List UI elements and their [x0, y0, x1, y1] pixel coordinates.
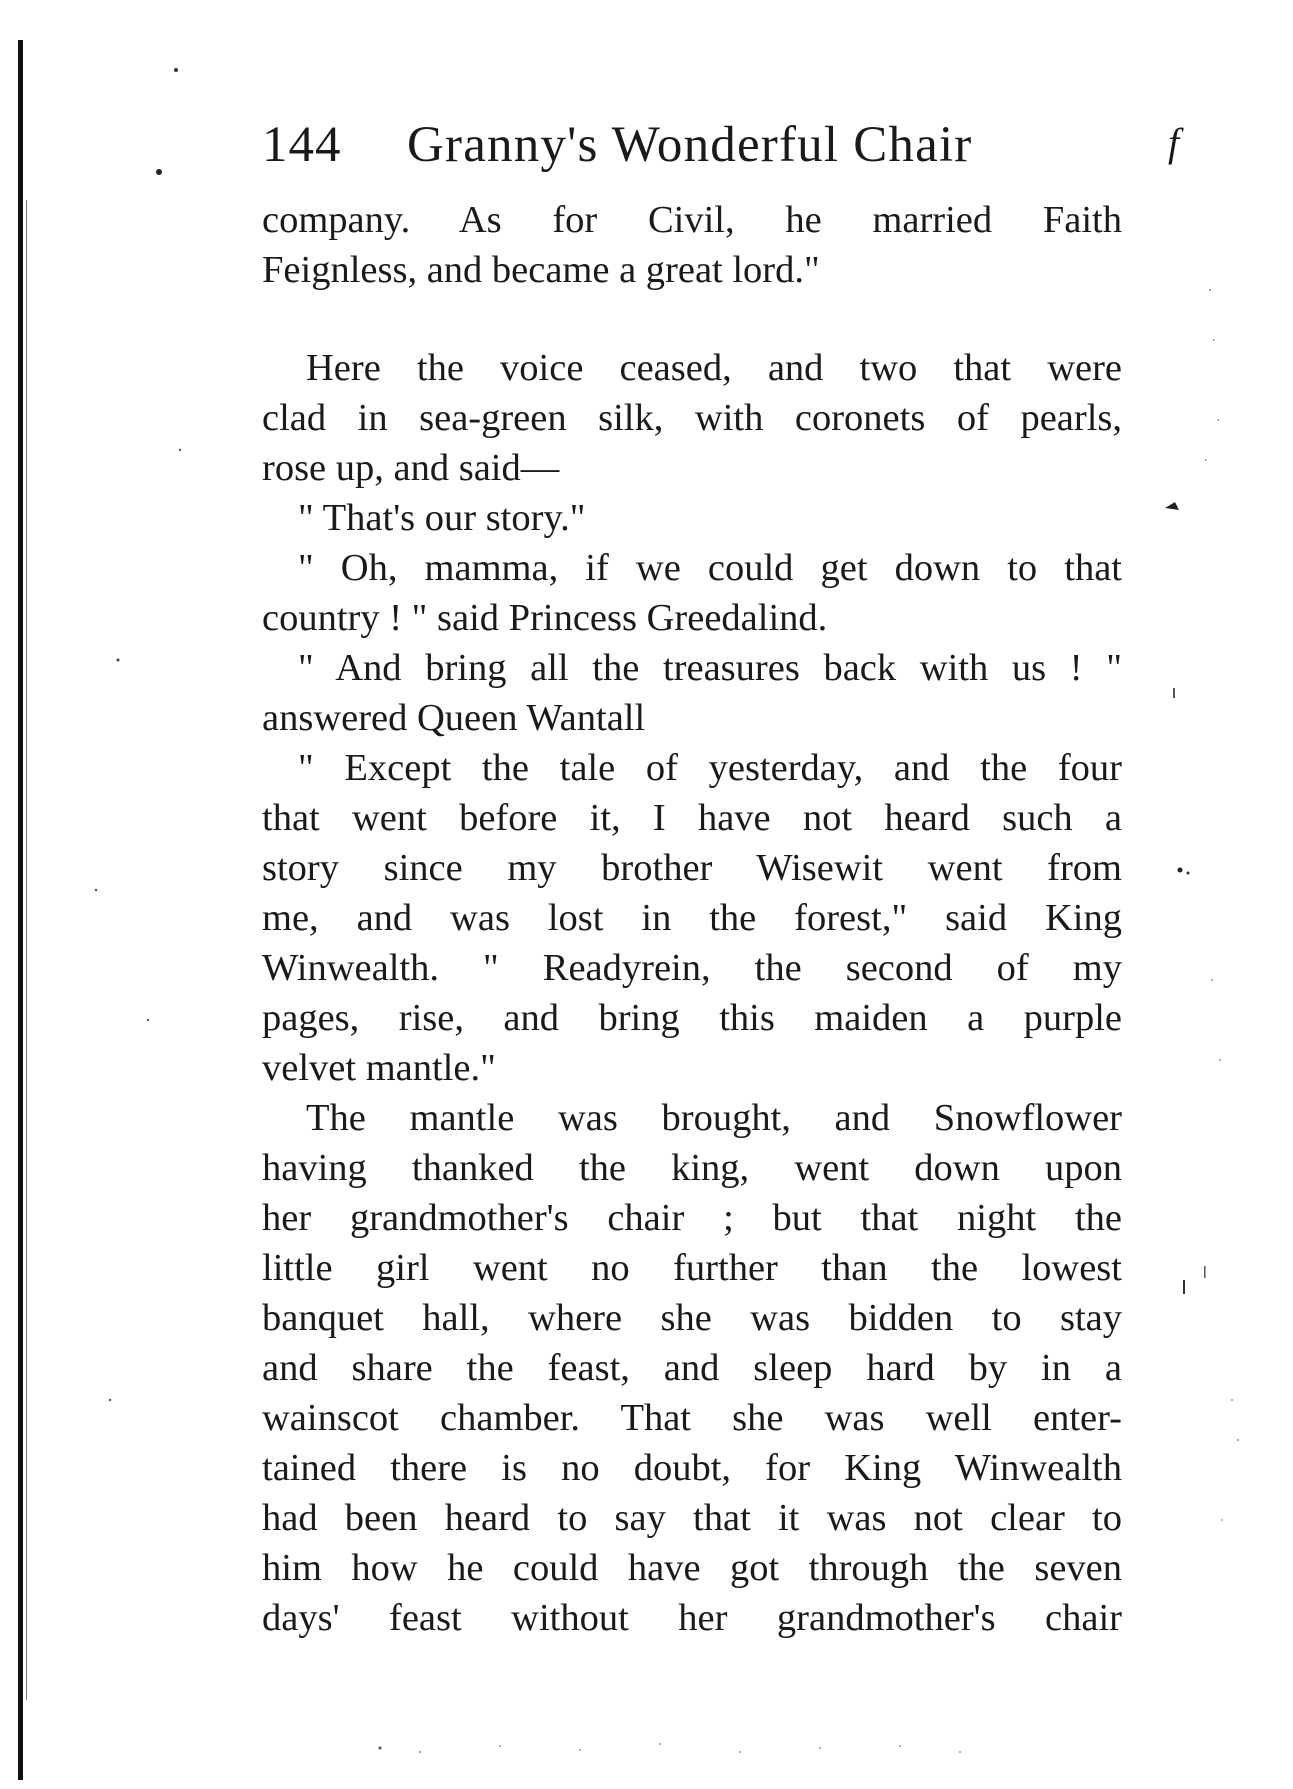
text-line: Winwealth. " Readyrein, the second of my — [262, 947, 1122, 989]
page-header — [262, 110, 1102, 180]
text-line: had been heard to say that it was not clear to — [262, 1497, 1122, 1539]
text-line: tained there is no doubt, for King Winwealth — [262, 1447, 1122, 1489]
text-line: " And bring all the treasures back with us ! " — [298, 647, 1122, 689]
running-title: Granny's Wonderful Chair — [407, 117, 973, 173]
body-text — [262, 195, 1122, 1643]
margin-mark: f — [1168, 120, 1180, 165]
binding-gutter-edge — [26, 200, 27, 1700]
text-line: " That's our story." — [298, 497, 586, 539]
text-line: pages, rise, and bring this maiden a purple — [262, 997, 1122, 1039]
text-line: company. As for Civil, he married Faith — [262, 199, 1122, 241]
text-line: Here the voice ceased, and two that were — [306, 347, 1122, 389]
text-line: her grandmother's chair ; but that night the — [262, 1197, 1122, 1239]
text-line: The mantle was brought, and Snowflower — [306, 1097, 1122, 1139]
text-line: me, and was lost in the forest," said King — [262, 897, 1122, 939]
text-line: and share the feast, and sleep hard by in a — [262, 1347, 1122, 1389]
text-line: that went before it, I have not heard such a — [262, 797, 1122, 839]
binding-gutter-shadow — [18, 40, 23, 1780]
text-line: him how he could have got through the seven — [262, 1547, 1122, 1589]
text-line: rose up, and said— — [262, 447, 560, 489]
paragraph-gap — [262, 295, 1122, 343]
text-line: " Oh, mamma, if we could get down to that — [298, 547, 1122, 589]
text-line: " Except the tale of yesterday, and the four — [298, 747, 1122, 789]
text-line: days' feast without her grandmother's chair — [262, 1597, 1122, 1639]
text-line: having thanked the king, went down upon — [262, 1147, 1122, 1189]
text-line: Feignless, and became a great lord." — [262, 249, 820, 291]
page-number: 144 — [262, 117, 342, 173]
text-line: little girl went no further than the lowest — [262, 1247, 1122, 1289]
text-line: clad in sea-green silk, with coronets of pearls, — [262, 397, 1122, 439]
text-line: answered Queen Wantall — [262, 697, 646, 739]
text-line: story since my brother Wisewit went from — [262, 847, 1122, 889]
text-line: wainscot chamber. That she was well enter- — [262, 1397, 1122, 1439]
text-line: banquet hall, where she was bidden to stay — [262, 1297, 1122, 1339]
text-line: velvet mantle." — [262, 1047, 496, 1089]
text-line: country ! " said Princess Greedalind. — [262, 597, 828, 639]
